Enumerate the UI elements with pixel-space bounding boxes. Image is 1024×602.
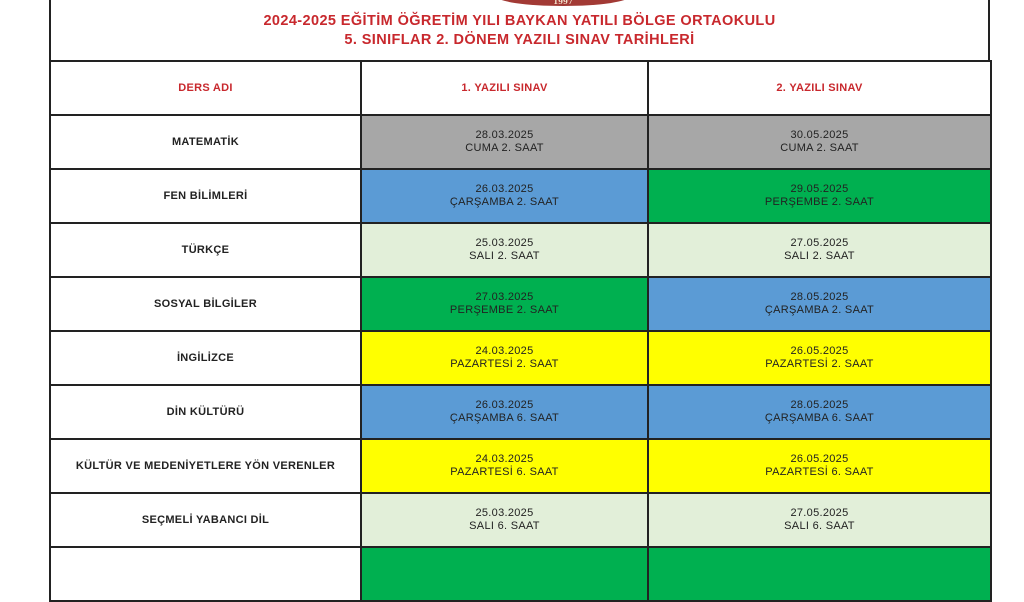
exam-date: 26.05.2025 xyxy=(790,345,849,357)
subject-cell: DİN KÜLTÜRÜ xyxy=(50,385,361,439)
exam-date: 29.05.2025 xyxy=(790,183,849,195)
exam1-cell xyxy=(361,223,648,277)
exam2-cell xyxy=(648,439,991,493)
exam-date: 27.05.2025 xyxy=(790,507,849,519)
school-logo-seal xyxy=(496,0,630,6)
exam1-cell xyxy=(361,439,648,493)
header-exam1: 1. YAZILI SINAV xyxy=(361,61,648,115)
exam-time: CUMA 2. SAAT xyxy=(780,142,859,154)
exam-table xyxy=(49,60,992,602)
exam2-cell xyxy=(648,385,991,439)
exam-date: 30.05.2025 xyxy=(790,129,849,141)
subject-cell: İNGİLİZCE xyxy=(50,331,361,385)
exam-date: 24.03.2025 xyxy=(475,345,534,357)
table-row xyxy=(50,439,991,493)
table-row xyxy=(50,223,991,277)
exam1-cell xyxy=(361,115,648,169)
exam-time: ÇARŞAMBA 6. SAAT xyxy=(764,412,875,424)
title-exam-dates: 5. SINIFLAR 2. DÖNEM YAZILI SINAV TARİHLERİ xyxy=(344,32,695,48)
subject-cell: SOSYAL BİLGİLER xyxy=(50,277,361,331)
exam-time: CUMA 2. SAAT xyxy=(465,142,544,154)
exam1-cell xyxy=(361,385,648,439)
exam-time: ÇARŞAMBA 2. SAAT xyxy=(449,196,560,208)
exam-time: PAZARTESİ 6. SAAT xyxy=(765,466,874,478)
exam-time: PERŞEMBE 2. SAAT xyxy=(449,304,560,316)
exam1-cell xyxy=(361,493,648,547)
subject-cell: TÜRKÇE xyxy=(50,223,361,277)
subject-cell: FEN BİLİMLERİ xyxy=(50,169,361,223)
exam-date: 26.03.2025 xyxy=(475,183,534,195)
exam-date: 28.05.2025 xyxy=(790,291,849,303)
exam-time: SALI 2. SAAT xyxy=(784,250,855,262)
exam2-cell xyxy=(648,223,991,277)
document-header xyxy=(51,12,988,50)
table-row-partial xyxy=(50,547,991,601)
exam-date: 26.05.2025 xyxy=(790,453,849,465)
subject-cell xyxy=(50,547,361,601)
exam-date: 26.03.2025 xyxy=(475,399,534,411)
exam2-cell xyxy=(648,277,991,331)
table-row xyxy=(50,115,991,169)
exam-date: 28.03.2025 xyxy=(475,129,534,141)
exam-date: 25.03.2025 xyxy=(475,237,534,249)
exam1-cell xyxy=(361,547,648,601)
title-school: 2024-2025 EĞİTİM ÖĞRETİM YILI BAYKAN YATILI BÖLGE ORTAOKULU xyxy=(263,13,776,29)
exam-time: SALI 2. SAAT xyxy=(469,250,540,262)
exam2-cell xyxy=(648,493,991,547)
exam-time: SALI 6. SAAT xyxy=(469,520,540,532)
exam-date: 28.05.2025 xyxy=(790,399,849,411)
exam-date: 27.03.2025 xyxy=(475,291,534,303)
exam1-cell xyxy=(361,169,648,223)
table-row xyxy=(50,385,991,439)
exam-date: 27.05.2025 xyxy=(790,237,849,249)
subject-cell: MATEMATİK xyxy=(50,115,361,169)
exam-time: SALI 6. SAAT xyxy=(784,520,855,532)
header-exam2: 2. YAZILI SINAV xyxy=(648,61,991,115)
exam-time: PAZARTESİ 2. SAAT xyxy=(450,358,559,370)
exam-time: PERŞEMBE 2. SAAT xyxy=(764,196,875,208)
exam-date: 24.03.2025 xyxy=(475,453,534,465)
table-header-row xyxy=(50,61,991,115)
exam-time: PAZARTESİ 2. SAAT xyxy=(765,358,874,370)
exam1-cell xyxy=(361,277,648,331)
table-row xyxy=(50,493,991,547)
table-row xyxy=(50,277,991,331)
exam2-cell xyxy=(648,169,991,223)
exam2-cell xyxy=(648,547,991,601)
exam-time: ÇARŞAMBA 6. SAAT xyxy=(449,412,560,424)
table-row xyxy=(50,169,991,223)
subject-cell: SEÇMELİ YABANCI DİL xyxy=(50,493,361,547)
exam1-cell xyxy=(361,331,648,385)
subject-cell: KÜLTÜR VE MEDENİYETLERE YÖN VERENLER xyxy=(50,439,361,493)
exam-date: 25.03.2025 xyxy=(475,507,534,519)
exam2-cell xyxy=(648,115,991,169)
exam2-cell xyxy=(648,331,991,385)
table-row xyxy=(50,331,991,385)
logo-year: 1997 xyxy=(553,0,573,6)
header-subject: DERS ADI xyxy=(50,61,361,115)
exam-time: PAZARTESİ 6. SAAT xyxy=(450,466,559,478)
exam-time: ÇARŞAMBA 2. SAAT xyxy=(764,304,875,316)
exam-schedule-document xyxy=(49,0,990,577)
